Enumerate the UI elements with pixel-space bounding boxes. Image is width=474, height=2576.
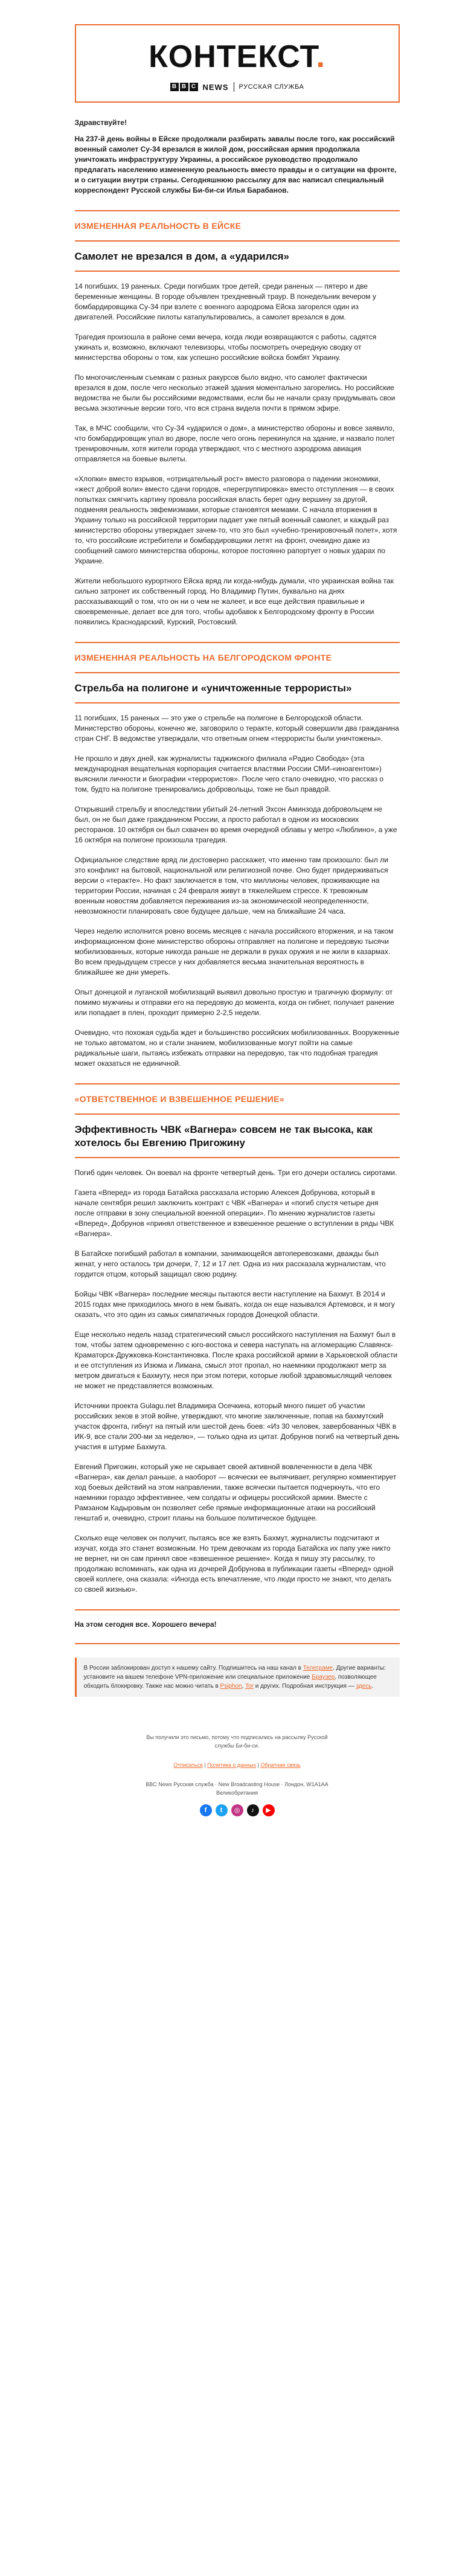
privacy-link[interactable]: Политика о данных bbox=[207, 1762, 257, 1768]
paragraph: Не прошло и двух дней, как журналисты таджикского филиала «Радио Свобода» (эта международная вещательная корпорация считается властями России СМИ-«иноагентом») выяснили личности и биографии «террористов». После чего стало очевидно, что рассказ о том, будто на полигоне тренировались добровольцы, тоже не был правдой. bbox=[74, 754, 384, 793]
paragraph: Опыт донецкой и луганской мобилизаций выявил довольно простую и трагичную формулу: от помимо мужчины и отправки его на передовую до момента, когда он гибнет, получает ранение или попадает в плен, проходит примерно 2-2,5 недели. bbox=[74, 988, 395, 1017]
paragraph: Очевидно, что похожая судьба ждет и большинство российских мобилизованных. Вооруженные не только автоматом, но и стали знанием, мобилизованные могут пойти на самые радикальные шаги, пытаясь избежать отправки на передовую, так что подобная трагедия может оказаться не единичной. bbox=[74, 1028, 400, 1068]
tiktok-icon[interactable]: ♪ bbox=[247, 1804, 259, 1816]
block-notice bbox=[75, 1658, 400, 1697]
paragraph: Источники проекта Gulagu.net Владимира Осечкина, который много пишет об участии российских зеков в этой войне, утверждают, что многие заключенные, попав на бахмутский участок фронта, гибнут на пятый или шестой день боев: «Из 30 человек, завербованных ЧВК в ИК-9, все стали 200-ми за неделю», — только одна из цитат. Добрунов погиб на четвертый день участия в штурме Бахмута. bbox=[74, 1402, 400, 1451]
header-box bbox=[75, 24, 400, 103]
paragraph: Погиб один человек. Он воевал на фронте четвертый день. Три его дочери остались сиротами. bbox=[74, 1168, 397, 1177]
instructions-link[interactable]: здесь bbox=[356, 1683, 372, 1690]
paragraph: Еще несколько недель назад стратегический смысл российского наступления на Бахмут был в том, чтобы затем одновременно с юго-востока и севера наступать на агломерацию Славянск-Краматорск-Дружковка-Константиновка. После краха российской армии в Харьковской области и ее отступления из Изюма и Лимана, смысл этот пропал, но наемники продолжают метр за метром двигаться к Бахмуту, неся при этом потери, которые любой здравомыслящий человек не может не представляется возможным. bbox=[74, 1330, 398, 1390]
paragraph: 14 погибших, 19 раненых. Среди погибших трое детей, среди раненых — пятеро и две беременные женщины. В городе объявлен трехдневный траур. В понедельник вечером у бомбардировщика Су-34 при взлете с военного аэродрома Ейска загорелся один из двигателей. Российские пилоты катапультировались, а самолет врезался в дом. bbox=[74, 282, 376, 321]
section-divider bbox=[75, 1609, 400, 1610]
paragraph: Официальное следствие вряд ли достоверно расскажет, что именно там произошло: был ли это конфликт на бытовой, национальной или религиозной почве. Оно будет придерживаться версии о «теракте». Но факт заключается в том, что миллионы человек, проживающие на территории России, начиная с 24 февраля живут в тяжелейшем стрессе. К тревожным военным новостям добавляется переживания из-за экономической неопределенности, невозможности планировать свое будущее дальше, чем на ближайшие 24 часа. bbox=[74, 856, 388, 915]
browser-link[interactable]: Браузер bbox=[312, 1674, 335, 1680]
paragraph: Трагедия произошла в районе семи вечера, когда люди возвращаются с работы, садятся ужинать и, возможно, включают телевизоры, чтобы посмотреть очередную сводку от министерства обороны о том, как успешно российские войска бомбят Украину. bbox=[74, 333, 377, 362]
paragraph: Евгений Пригожин, который уже не скрывает своей активной вовлеченности в дела ЧВК «Вагнера», как делал раньше, а наоборот — всячески ее выпячивает, регулярно комментирует ход боевых действий на этом направлении, также всячески пытается подчеркнуть, что его наемники гораздо эффективнее, чем солдаты и офицеры российской армии. Вместе с Рамзаном Кадыровым он позволяет себе прямые информационные атаки на российский генштаб и, очевидно, строит планы на большое политическое будущее. bbox=[74, 1463, 397, 1522]
footer-links bbox=[75, 1761, 400, 1769]
footer-text: службы Би-би-си. bbox=[214, 1743, 260, 1749]
paragraph: Сколько еще человек он получит, пытаясь все же взять Бахмут, журналисты подсчитают и изучат, когда это станет возможным. Но трем девочкам из города Батайска их папу уже никто не вернет, ни он сам принял свое «взвешенное решение». Когда я пишу эту рассылку, то продолжаю вспоминать, как одна из дочерей Добрунова в публикации газеты «Вперед» одной своей коллеге, она сказала: «Иногда есть впечатление, что люди просто не знают, что делать со своей жизнью». bbox=[74, 1534, 394, 1594]
paragraph: В Батайске погибший работал в компании, занимающейся автоперевозками, дважды был женат, у него осталось три дочери, 7, 12 и 17 лет. Одна из них рассказала журналистам, что гордится отцом, который защищал свою родину. bbox=[74, 1249, 386, 1278]
logo-text: КОНТЕКСТ bbox=[149, 39, 316, 74]
instagram-icon[interactable]: ◎ bbox=[231, 1804, 243, 1816]
paragraph: Открывший стрельбу и впоследствии убитый 24-летний Эхсон Аминзода добровольцем не был, он не был даже гражданином России, а просто работал в одном из московских ресторанов. 10 октября он был схвачен во время очередной облавы у метро «Люблино», а уже 16 октября на полигоне произошла трагедия. bbox=[74, 805, 397, 844]
notice-text: . bbox=[371, 1683, 374, 1690]
notice-text: и других. Подробная инструкция — bbox=[253, 1683, 356, 1690]
kontekst-logo bbox=[88, 39, 386, 75]
bbc-logo-icon bbox=[170, 83, 198, 91]
footer-sep: | bbox=[202, 1762, 208, 1768]
notice-text: В России заблокирован доступ к нашему сайту. Подпишитесь на наш канал в bbox=[83, 1665, 303, 1671]
facebook-icon[interactable]: f bbox=[200, 1804, 212, 1816]
feedback-link[interactable]: Обратная связь bbox=[260, 1762, 301, 1768]
social-icons bbox=[75, 1804, 400, 1816]
story-title: Самолет не врезался в дом, а «ударился» bbox=[74, 251, 289, 262]
paragraph: Газета «Вперед» из города Батайска рассказала историю Алексея Добрунова, который в начале сентября решил заключить контракт с ЧВК «Вагнера» и «погиб спустя четыре дня после отправки в зону специальной военной операции». По мнению журналистов газеты «Вперед», Добрунов «принял ответственное и взвешенное решение о вступлении в ряды ЧВК «Вагнера». bbox=[74, 1188, 394, 1238]
newsletter-container bbox=[75, 24, 400, 1816]
footer-sep: | bbox=[256, 1762, 261, 1768]
story-title: Эффективность ЧВК «Вагнера» совсем не так высока, как хотелось бы Евгению Пригожину bbox=[74, 1124, 373, 1149]
section-divider bbox=[75, 1083, 400, 1085]
greeting: Здравствуйте! bbox=[74, 118, 127, 127]
section-title: «ОТВЕТСТВЕННОЕ И ВЗВЕШЕННОЕ РЕШЕНИЕ» bbox=[74, 1094, 284, 1104]
bbc-letter: B bbox=[180, 83, 188, 91]
story-divider bbox=[75, 702, 400, 703]
outro-text: На этом сегодня все. Хорошего вечера! bbox=[74, 1620, 217, 1629]
section-divider bbox=[75, 672, 400, 673]
footer-address bbox=[75, 1780, 400, 1797]
twitter-icon[interactable]: t bbox=[216, 1804, 228, 1816]
notice-text: . Другие варианты: установите на вашем телефоне VPN-приложение или специальное приложение bbox=[83, 1665, 386, 1680]
story-divider bbox=[75, 271, 400, 272]
notice-text: , позволяющее обходить блокировку. Также нас можно читать в bbox=[83, 1674, 377, 1690]
section-title: ИЗМЕНЕННАЯ РЕАЛЬНОСТЬ НА БЕЛГОРОДСКОМ ФРОНТЕ bbox=[74, 653, 332, 662]
paragraph: По многочисленным съемкам с разных ракурсов было видно, что самолет фактически врезался в дом, после чего несколько этажей здания моментально загорелись. Но российские ведомства не были бы российскими ведомствами, если бы не начали сразу придумывать свои весьма экзотичные версии того, что вся страна видела почти в прямом эфире. bbox=[74, 373, 396, 412]
footer-text: Вы получили это письмо, потому что подписались на рассылку Русской bbox=[146, 1734, 328, 1740]
telegram-link[interactable]: Телеграме bbox=[303, 1665, 333, 1671]
logo-dot: . bbox=[316, 39, 325, 74]
paragraph: «Хлопки» вместо взрывов, «отрицательный рост» вместо разговора о падении экономики, «жест доброй воли» вместо сдачи городов, «перегруппировка» вместо отступления — в своих попытках смягчить картину провала российская власть берет одну вершину за другой, подменяя реальность эвфемизмами, которые становятся мемами. С начала вторжения в Украину только на российской территории падает уже пятый военный самолет, и каждый раз министерство обороны утверждает зачем-то, что это был «учебно-тренировочный полет», хотя то, что российские истребители и бомбардировщики летят на фронт, очевидно даже из сообщений самого министерства обороны, которое постоянно рапортует о новых ударах по Украине. bbox=[74, 475, 397, 565]
footer-reason bbox=[75, 1733, 400, 1750]
footer-text: Великобритания bbox=[216, 1790, 258, 1796]
notice-text: , bbox=[242, 1683, 246, 1690]
bbc-letter: C bbox=[190, 83, 198, 91]
section-divider bbox=[75, 1643, 400, 1644]
paragraph: Через неделю исполнится ровно восемь месяцев с начала российского вторжения, и на таком информационном фоне министерство обороны отправляет на полигоне и передовую тысячи мобилизованных, которые никогда раньше не держали в руках оружия и не жили в казармах. Во всем предыдущем стрессе у них добавляется весьма значительная вероятность в ближайшее же дни умереть. bbox=[74, 927, 394, 976]
section-divider bbox=[75, 642, 400, 643]
section-title: ИЗМЕНЕННАЯ РЕАЛЬНОСТЬ В ЕЙСКЕ bbox=[74, 221, 242, 231]
intro-text: На 237-й день войны в Ейске продолжали разбирать завалы после того, как российский военный самолет Су-34 врезался в жилой дом, российская армия продолжала уничтожать инфраструктуру Украины, а российское руководство продолжало предлагать населению измененную реальность вместо правды и о ситуации на фронте, и о ситуации внутри страны. Сегодняшнюю рассылку для вас написал специальный корреспондент Русской службы Би-би-си Илья Барабанов. bbox=[74, 135, 397, 194]
youtube-icon[interactable]: ▶ bbox=[263, 1804, 275, 1816]
footer bbox=[75, 1733, 400, 1816]
paragraph: Жители небольшого курортного Ейска вряд ли когда-нибудь думали, что украинская война так сильно затронет их собственный город. Но Владимир Путин, буквально на днях рассказывающий о том, что он ни о чем не жалеет, и все еще действия правильные и своевременные, делает все для того, чтобы адобавок к Белгородскому фронту в России появились Краснодарский, Курский, Ростовский. bbox=[74, 577, 394, 626]
footer-text: BBC News Русская служба · New Broadcasting House · Лондон, W1A1AA bbox=[146, 1781, 328, 1787]
story-title: Стрельба на полигоне и «уничтоженные террористы» bbox=[74, 682, 352, 694]
section-divider bbox=[75, 240, 400, 242]
news-word: NEWS bbox=[202, 82, 229, 92]
unsubscribe-link[interactable]: Отписаться bbox=[173, 1762, 203, 1768]
service-name: РУССКАЯ СЛУЖБА bbox=[239, 83, 304, 91]
psiphon-link[interactable]: Psiphon bbox=[220, 1683, 242, 1690]
section-divider bbox=[75, 1113, 400, 1115]
story-divider bbox=[75, 1157, 400, 1158]
section-divider bbox=[75, 210, 400, 211]
bbc-brandline bbox=[88, 82, 386, 92]
paragraph: Бойцы ЧВК «Вагнера» последние месяцы пытаются вести наступление на Бахмут. В 2014 и 2015 годах мне приходилось много в нем бывать, когда он еще назывался Артемовск, и я могу сказать, что это один из самых симпатичных городов Донецкой области. bbox=[74, 1290, 395, 1319]
tor-link[interactable]: Tor bbox=[245, 1683, 254, 1690]
bbc-letter: B bbox=[170, 83, 179, 91]
paragraph: 11 погибших, 15 раненых — это уже о стрельбе на полигоне в Белгородской области. Министерство обороны, конечно же, заговорило о теракте, который совершили два гражданина стран СНГ. В ведомстве утверждали, что ответным огнем «террористы были уничтожены». bbox=[74, 714, 399, 743]
paragraph: Так, в МЧС сообщили, что Су-34 «ударился о дом», а министерство обороны и вовсе заявило, что бомбардировщик упал во дворе, после чего огонь перекинулся на здание, и назвало полет тренировочным, хотя жители города утверждают, что с местного аэродрома авиация отправляется на боевые вылеты. bbox=[74, 424, 395, 463]
